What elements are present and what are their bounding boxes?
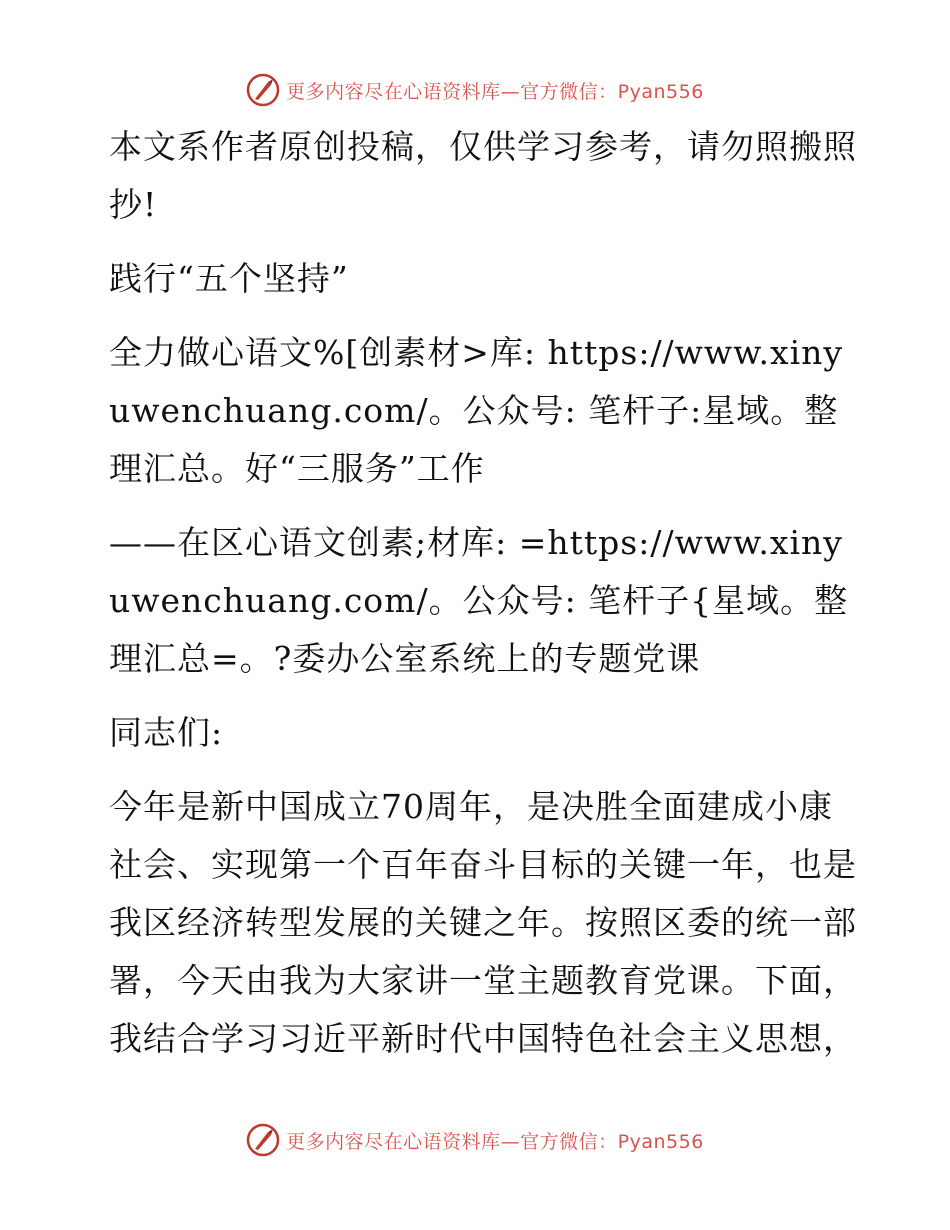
paragraph-title: 践行“五个坚持” bbox=[109, 259, 349, 298]
document-body bbox=[97, 118, 857, 1084]
paragraph-body: 今年是新中国成立70周年，是决胜全面建成小康社会、实现第一个百年奋斗目标的关键一年，也是我区经济转型发展的关键之年。按照区委的统一部署，今天由我为大家讲一堂主题教育党课。下面，我结合学习习近平新时代中国特色社会主义思想， bbox=[109, 787, 857, 1058]
banner-text: 更多内容尽在心语资料库—官方微信：Pyan556 bbox=[286, 1130, 704, 1153]
paragraph-subtitle-1: 全力做心语文%[创素材>库: https://www.xinyuwenchuang.com/。公众号: 笔杆子:星域。整理汇总。好“三服务”工作 bbox=[109, 333, 844, 488]
footer-watermark-banner bbox=[0, 1120, 950, 1160]
banner-text: 更多内容尽在心语资料库—官方微信：Pyan556 bbox=[286, 80, 704, 103]
quill-pen-icon bbox=[246, 1123, 280, 1157]
quill-pen-icon bbox=[246, 73, 280, 107]
header-watermark-banner bbox=[0, 70, 950, 110]
paragraph-salutation: 同志们: bbox=[109, 713, 224, 752]
paragraph-subtitle-2: ——在区心语文创素;材库: =https://www.xinyuwenchuang.com/。公众号: 笔杆子{星域。整理汇总=。?委办公室系统上的专题党课 bbox=[109, 523, 849, 678]
paragraph-disclaimer: 本文系作者原创投稿，仅供学习参考，请勿照搬照抄! bbox=[109, 127, 857, 224]
